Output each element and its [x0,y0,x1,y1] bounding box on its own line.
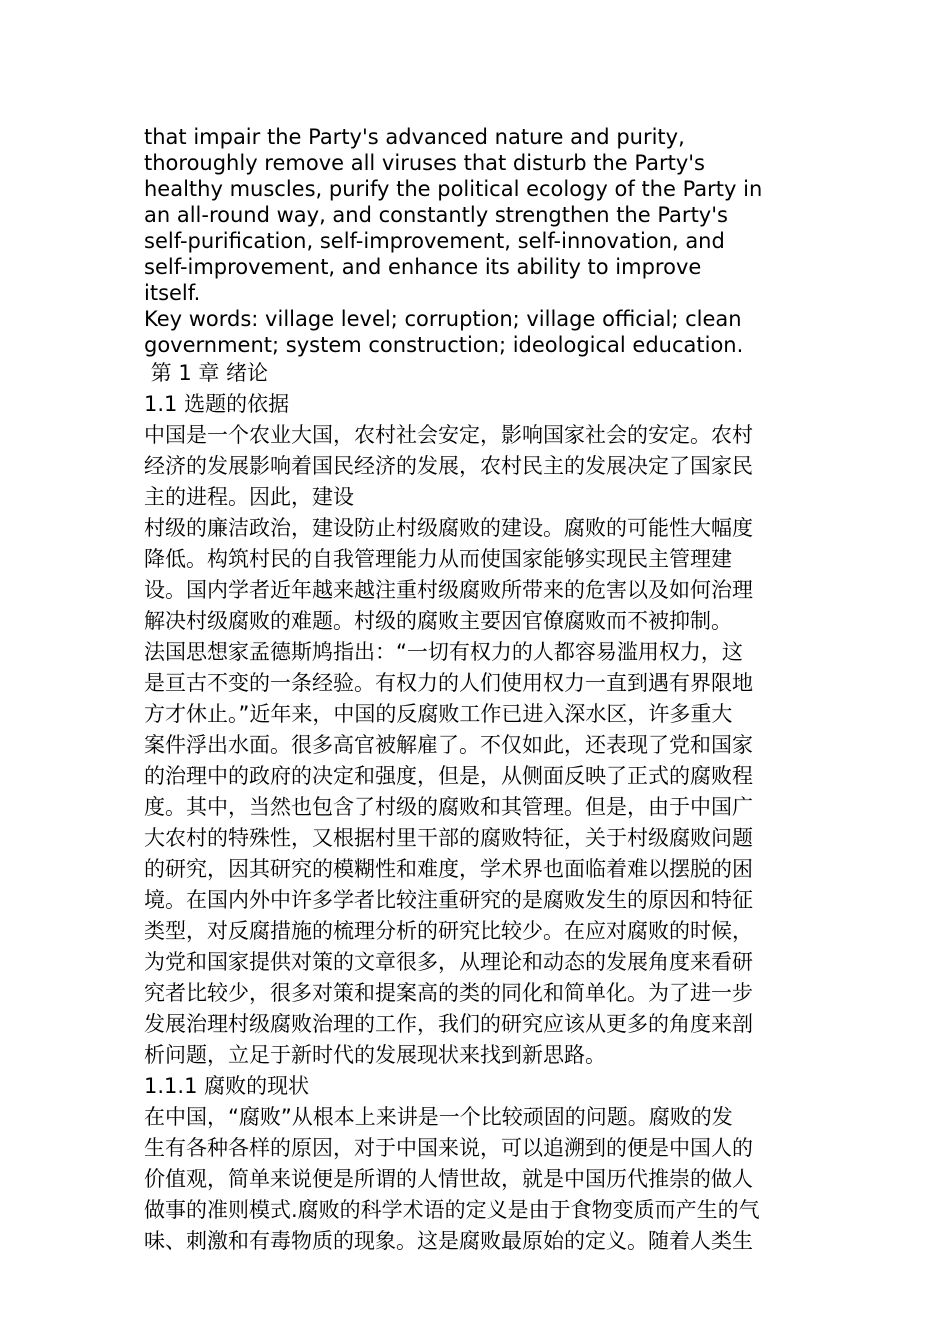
paragraph-line: 法国思想家孟德斯鸠指出：“一切有权力的人都容易滥用权力，这 [144,640,743,664]
paragraph-line: 中国是一个农业大国，农村社会安定，影响国家社会的安定。农村 [144,423,753,447]
section-title-1-1-1: 1.1.1 腐败的现状 [144,1074,310,1098]
paragraph-line: 在中国，“腐败”从根本上来讲是一个比较顽固的问题。腐败的发 [144,1105,733,1129]
paragraph-line: 境。在国内外中许多学者比较注重研究的是腐败发生的原因和特征 [144,888,753,912]
paragraph-line: 大农村的特殊性，又根据村里干部的腐败特征，关于村级腐败问题 [144,826,753,850]
paragraph-line: 价值观，简单来说便是所谓的人情世故，就是中国历代推崇的做人 [144,1167,753,1191]
abstract-line: itself. [144,281,201,305]
paragraph-line: 析问题，立足于新时代的发展现状来找到新思路。 [144,1043,606,1067]
paragraph-line: 村级的廉洁政治，建设防止村级腐败的建设。腐败的可能性大幅度 [144,516,753,540]
abstract-line: thoroughly remove all viruses that disturb the Party's [144,151,705,175]
abstract-line: self-purification, self-improvement, self-innovation, and [144,229,725,253]
paragraph-line: 究者比较少，很多对策和提案高的类的同化和简单化。为了进一步 [144,981,753,1005]
abstract-line: healthy muscles, purify the political ecology of the Party in [144,177,763,201]
abstract-line: self-improvement, and enhance its ability to improve [144,255,702,279]
paragraph-line: 方才休止。”近年来，中国的反腐败工作已进入深水区，许多重大 [144,702,733,726]
section-1-1-1-paragraph [144,1102,808,1257]
paragraph-line: 是亘古不变的一条经验。有权力的人们使用权力一直到遇有界限地 [144,671,753,695]
paragraph-line: 设。国内学者近年越来越注重村级腐败所带来的危害以及如何治理 [144,578,753,602]
paragraph-line: 的研究，因其研究的模糊性和难度，学术界也面临着难以摆脱的困 [144,857,753,881]
paragraph-line: 案件浮出水面。很多高官被解雇了。不仅如此，还表现了党和国家 [144,733,753,757]
paragraph-line: 主的进程。因此，建设 [144,485,354,509]
paragraph-line: 的治理中的政府的决定和强度，但是，从侧面反映了正式的腐败程 [144,764,753,788]
chapter-title: 第 1 章 绪论 [144,361,269,385]
paragraph-line: 发展治理村级腐败治理的工作，我们的研究应该从更多的角度来剖 [144,1012,753,1036]
paragraph-line: 生有各种各样的原因，对于中国来说，可以追溯到的便是中国人的 [144,1136,753,1160]
section-title-1-1: 1.1 选题的依据 [144,392,290,416]
keywords-line: government; system construction; ideological education. [144,333,744,357]
section-1-1-paragraph-1 [144,420,808,513]
paragraph-line: 类型，对反腐措施的梳理分析的研究比较少。在应对腐败的时候， [144,919,753,943]
paragraph-line: 经济的发展影响着国民经济的发展，农村民主的发展决定了国家民 [144,454,753,478]
abstract-english [144,124,808,306]
keywords-line: Key words: village level; corruption; village official; clean [144,307,742,331]
document-page [144,124,808,1257]
paragraph-line: 度。其中，当然也包含了村级的腐败和其管理。但是，由于中国广 [144,795,753,819]
abstract-line: an all-round way, and constantly strengthen the Party's [144,203,728,227]
paragraph-line: 味、刺激和有毒物质的现象。这是腐败最原始的定义。随着人类生 [144,1229,753,1253]
paragraph-line: 降低。构筑村民的自我管理能力从而使国家能够实现民主管理建 [144,547,732,571]
abstract-line: that impair the Party's advanced nature and purity, [144,125,685,149]
paragraph-line: 解决村级腐败的难题。村级的腐败主要因官僚腐败而不被抑制。 [144,609,732,633]
section-1-1-paragraph-2 [144,513,808,1071]
keywords [144,306,808,358]
paragraph-line: 做事的准则模式.腐败的科学术语的定义是由于食物变质而产生的气 [144,1198,760,1222]
paragraph-line: 为党和国家提供对策的文章很多，从理论和动态的发展角度来看研 [144,950,753,974]
